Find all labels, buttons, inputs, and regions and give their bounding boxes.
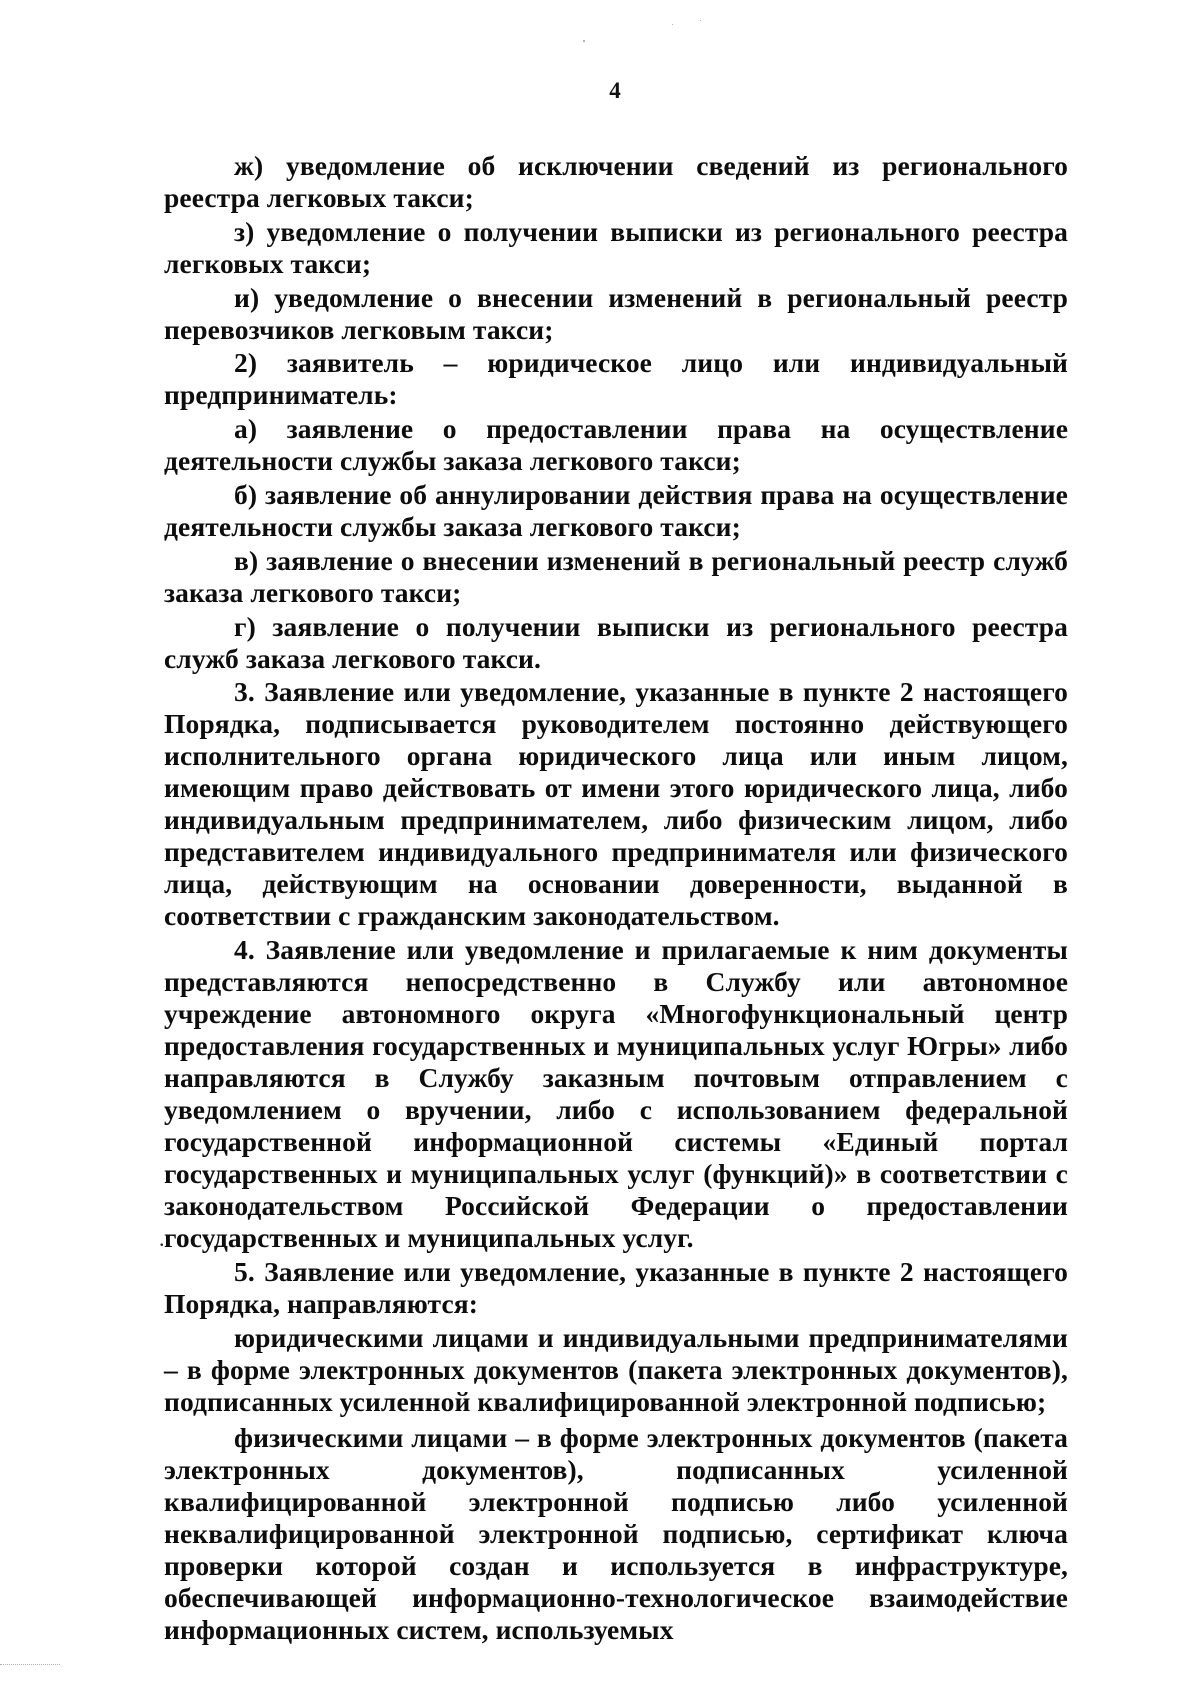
paragraph-legal-entities: юридическими лицами и индивидуальными предпринимателями – в форме электронных документов (пакета электронных документов), подписанных усиленной квалифицированной электронной подписью; xyxy=(164,1321,1068,1417)
paragraph-g: г) заявление о получении выписки из регионального реестра служб заказа легкового такси. xyxy=(164,610,1068,674)
stray-mark: . xyxy=(159,1226,165,1251)
paragraph-zh: ж) уведомление об исключении сведений из регионального реестра легковых такси; xyxy=(164,150,1068,213)
page-number: 4 xyxy=(609,78,621,103)
scan-speck xyxy=(700,20,701,21)
paragraph-item-4: 4. Заявление или уведомление и прилагаемые к ним документы представляются непосредственно в Службу или автономное учреждение автономного округа «Многофункциональный центр предоставления государственных и муниципальных услуг Югры» либо направляются в Службу заказным почтовым отправлением с уведомлением о вручении, либо с использованием федеральной государственной информационной системы «Единый портал государственных и муниципальных услуг (функций)» в соответствии с законодательством Российской Федерации о предоставлении государственных и муниципальных услуг. xyxy=(164,934,1068,1254)
paragraph-z: з) уведомление о получении выписки из регионального реестра легковых такси; xyxy=(164,215,1068,279)
document-body xyxy=(164,150,1068,1648)
paragraph-b: б) заявление об аннулировании действия права на осуществление деятельности службы заказа легкового такси; xyxy=(164,478,1068,542)
paragraph-item-5: 5. Заявление или уведомление, указанные в пункте 2 настоящего Порядка, направляются: xyxy=(164,1255,1068,1319)
paragraph-v: в) заявление о внесении изменений в региональный реестр служб заказа легкового такси; xyxy=(164,544,1068,608)
scan-edge-mark xyxy=(0,1664,60,1667)
paragraph-a: а) заявление о предоставлении права на осуществление деятельности службы заказа легкового такси; xyxy=(164,413,1068,477)
paragraph-item-3: 3. Заявление или уведомление, указанные в пункте 2 настоящего Порядка, подписывается руководителем постоянно действующего исполнительного органа юридического лица или иным лицом, имеющим право действовать от имени этого юридического лица, либо индивидуальным предпринимателем, либо физическим лицом, либо представителем индивидуального предпринимателя или физического лица, действующим на основании доверенности, выданной в соответствии с гражданским законодательством. xyxy=(164,676,1068,932)
scan-speck xyxy=(583,40,585,42)
paragraph-applicant-2: 2) заявитель – юридическое лицо или индивидуальный предприниматель: xyxy=(164,347,1068,411)
paragraph-individuals: физическими лицами – в форме электронных документов (пакета электронных документов), подписанных усиленной квалифицированной электронной подписью либо усиленной неквалифицированной электронной подписью, сертификат ключа проверки которой создан и используется в инфраструктуре, обеспечивающей информационно-технологическое взаимодействие информационных систем, используемых xyxy=(164,1421,1068,1645)
scan-speck xyxy=(672,24,673,25)
paragraph-i: и) уведомление о внесении изменений в региональный реестр перевозчиков легковым такси; xyxy=(164,281,1068,345)
